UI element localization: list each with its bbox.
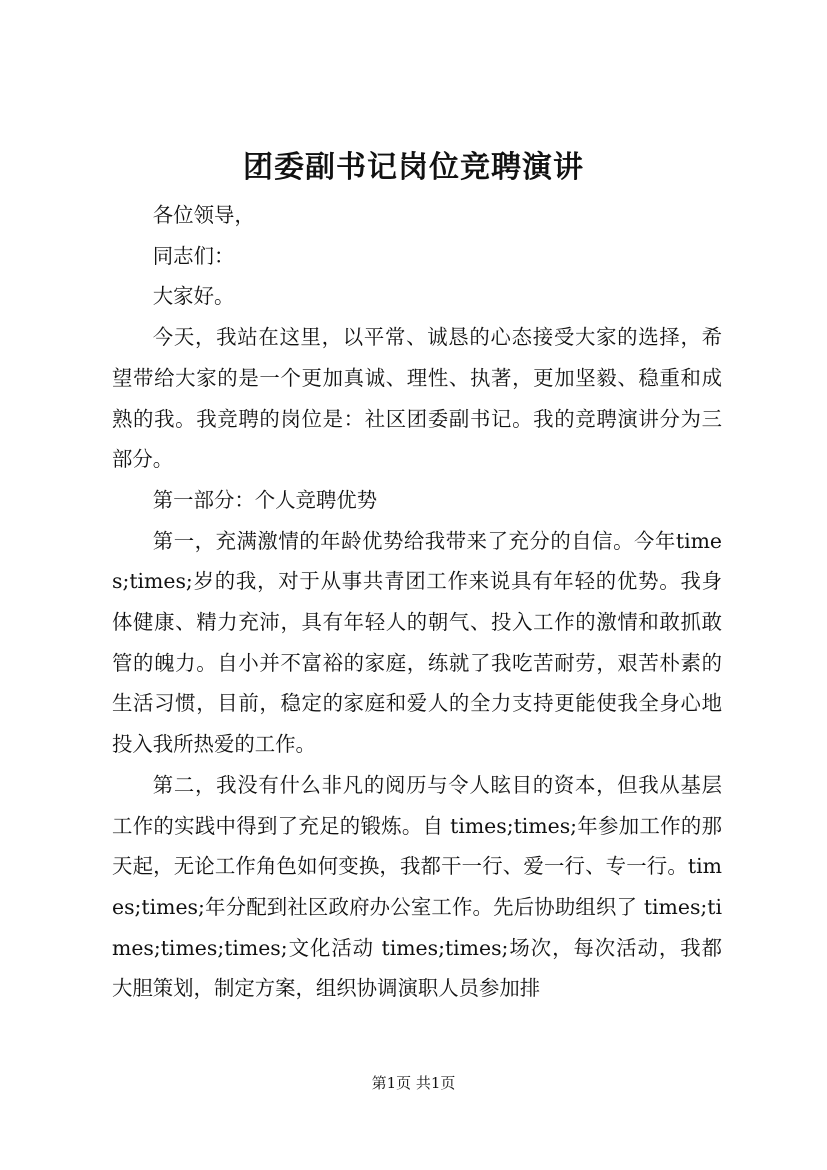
section-heading-part-one: 第一部分：个人竞聘优势 xyxy=(152,487,378,512)
paragraph-greeting: 大家好。 xyxy=(152,284,235,309)
paragraph-second-advantage: 第二，我没有什么非凡的阅历与令人眩目的资本，但我从基层工作的实践中得到了充足的锻炼。自 times;times;年参加工作的那天起，无论工作角色如何变换，我都干一行、爱一行、专一行。times;times;年分配到社区政府办公室工作。先后协助组织了 times;times;times;times;文化活动 times;times;场次，每次活动，我都大胆策划，制定方案，组织协调演职人员参加排 xyxy=(112,772,722,1001)
document-body xyxy=(112,195,722,1009)
paragraph-first-advantage: 第一，充满激情的年龄优势给我带来了充分的自信。今年times;times;岁的我，对于从事共青团工作来说具有年轻的优势。我身体健康、精力充沛，具有年轻人的朝气、投入工作的激情和敢抓敢管的魄力。自小并不富裕的家庭，练就了我吃苦耐劳，艰苦朴素的生活习惯，目前，稳定的家庭和爱人的全力支持更能使我全身心地投入我所热爱的工作。 xyxy=(112,528,722,757)
document-title: 团委副书记岗位竞聘演讲 xyxy=(243,150,584,185)
paragraph-introduction: 今天，我站在这里，以平常、诚恳的心态接受大家的选择，希望带给大家的是一个更加真诚、理性、执著，更加坚毅、稳重和成熟的我。我竞聘的岗位是：社区团委副书记。我的竞聘演讲分为三部分。 xyxy=(112,325,722,472)
page-number-footer: 第1页 共1页 xyxy=(371,1074,456,1092)
paragraph-salutation-comrades: 同志们： xyxy=(152,243,235,268)
paragraph-salutation-leaders: 各位领导， xyxy=(152,203,255,227)
